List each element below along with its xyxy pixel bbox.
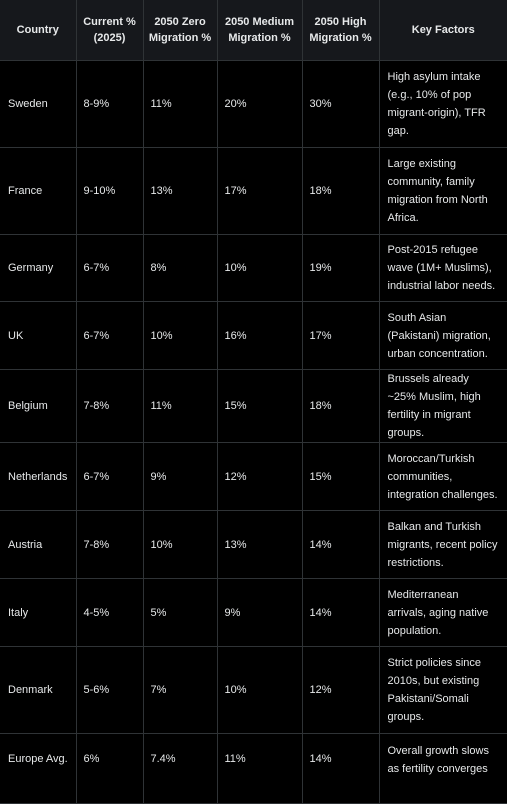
cell-zero: 10% [143, 511, 217, 579]
header-country: Country [0, 0, 76, 61]
cell-current: 7-8% [76, 511, 143, 579]
table-row [0, 148, 507, 235]
cell-high: 14% [302, 511, 379, 579]
cell-zero: 8% [143, 235, 217, 302]
header-key-factors: Key Factors [379, 0, 507, 61]
cell-medium: 12% [217, 443, 302, 511]
cell-country: Germany [0, 235, 76, 302]
cell-country: UK [0, 302, 76, 370]
cell-country: Europe Avg. [0, 734, 76, 804]
cell-medium: 15% [217, 370, 302, 443]
cell-medium: 17% [217, 148, 302, 235]
table-header [0, 0, 507, 61]
cell-current: 8-9% [76, 61, 143, 148]
cell-current: 9-10% [76, 148, 143, 235]
cell-country: Belgium [0, 370, 76, 443]
cell-medium: 16% [217, 302, 302, 370]
cell-factors: South Asian (Pakistani) migration, urban concentration. [379, 302, 507, 370]
cell-country: Italy [0, 579, 76, 647]
cell-current: 4-5% [76, 579, 143, 647]
table-row [0, 443, 507, 511]
cell-factors: Mediterranean arrivals, aging native population. [379, 579, 507, 647]
cell-zero: 11% [143, 61, 217, 148]
cell-factors: High asylum intake (e.g., 10% of pop migrant-origin), TFR gap. [379, 61, 507, 148]
cell-high: 12% [302, 647, 379, 734]
cell-zero: 9% [143, 443, 217, 511]
header-high-migration: 2050 High Migration % [302, 0, 379, 61]
table-row [0, 511, 507, 579]
cell-high: 17% [302, 302, 379, 370]
table-row [0, 370, 507, 443]
cell-factors: Moroccan/Turkish communities, integration challenges. [379, 443, 507, 511]
cell-high: 14% [302, 579, 379, 647]
cell-high: 18% [302, 370, 379, 443]
cell-medium: 10% [217, 647, 302, 734]
cell-country: Denmark [0, 647, 76, 734]
table-row [0, 61, 507, 148]
cell-factors: Brussels already ~25% Muslim, high fertility in migrant groups. [379, 370, 507, 443]
cell-medium: 10% [217, 235, 302, 302]
table-row [0, 579, 507, 647]
cell-high: 14% [302, 734, 379, 804]
cell-factors: Post-2015 refugee wave (1M+ Muslims), industrial labor needs. [379, 235, 507, 302]
table-body [0, 61, 507, 804]
cell-country: Austria [0, 511, 76, 579]
header-zero-migration: 2050 Zero Migration % [143, 0, 217, 61]
cell-medium: 20% [217, 61, 302, 148]
header-row [0, 0, 507, 61]
cell-high: 30% [302, 61, 379, 148]
cell-factors: Strict policies since 2010s, but existing Pakistani/Somali groups. [379, 647, 507, 734]
cell-medium: 11% [217, 734, 302, 804]
cell-current: 6% [76, 734, 143, 804]
cell-zero: 7% [143, 647, 217, 734]
table-row [0, 235, 507, 302]
cell-medium: 9% [217, 579, 302, 647]
cell-current: 6-7% [76, 235, 143, 302]
table-row [0, 302, 507, 370]
cell-zero: 10% [143, 302, 217, 370]
cell-zero: 13% [143, 148, 217, 235]
cell-current: 6-7% [76, 443, 143, 511]
cell-current: 7-8% [76, 370, 143, 443]
cell-high: 19% [302, 235, 379, 302]
cell-factors: Large existing community, family migration from North Africa. [379, 148, 507, 235]
cell-medium: 13% [217, 511, 302, 579]
cell-zero: 11% [143, 370, 217, 443]
cell-country: Netherlands [0, 443, 76, 511]
cell-current: 6-7% [76, 302, 143, 370]
cell-high: 15% [302, 443, 379, 511]
header-current: Current % (2025) [76, 0, 143, 61]
table-row [0, 647, 507, 734]
cell-country: Sweden [0, 61, 76, 148]
cell-zero: 5% [143, 579, 217, 647]
cell-factors: Overall growth slows as fertility converges [379, 734, 507, 804]
cell-high: 18% [302, 148, 379, 235]
cell-current: 5-6% [76, 647, 143, 734]
header-medium-migration: 2050 Medium Migration % [217, 0, 302, 61]
table-row [0, 734, 507, 804]
cell-factors: Balkan and Turkish migrants, recent policy restrictions. [379, 511, 507, 579]
cell-country: France [0, 148, 76, 235]
cell-zero: 7.4% [143, 734, 217, 804]
